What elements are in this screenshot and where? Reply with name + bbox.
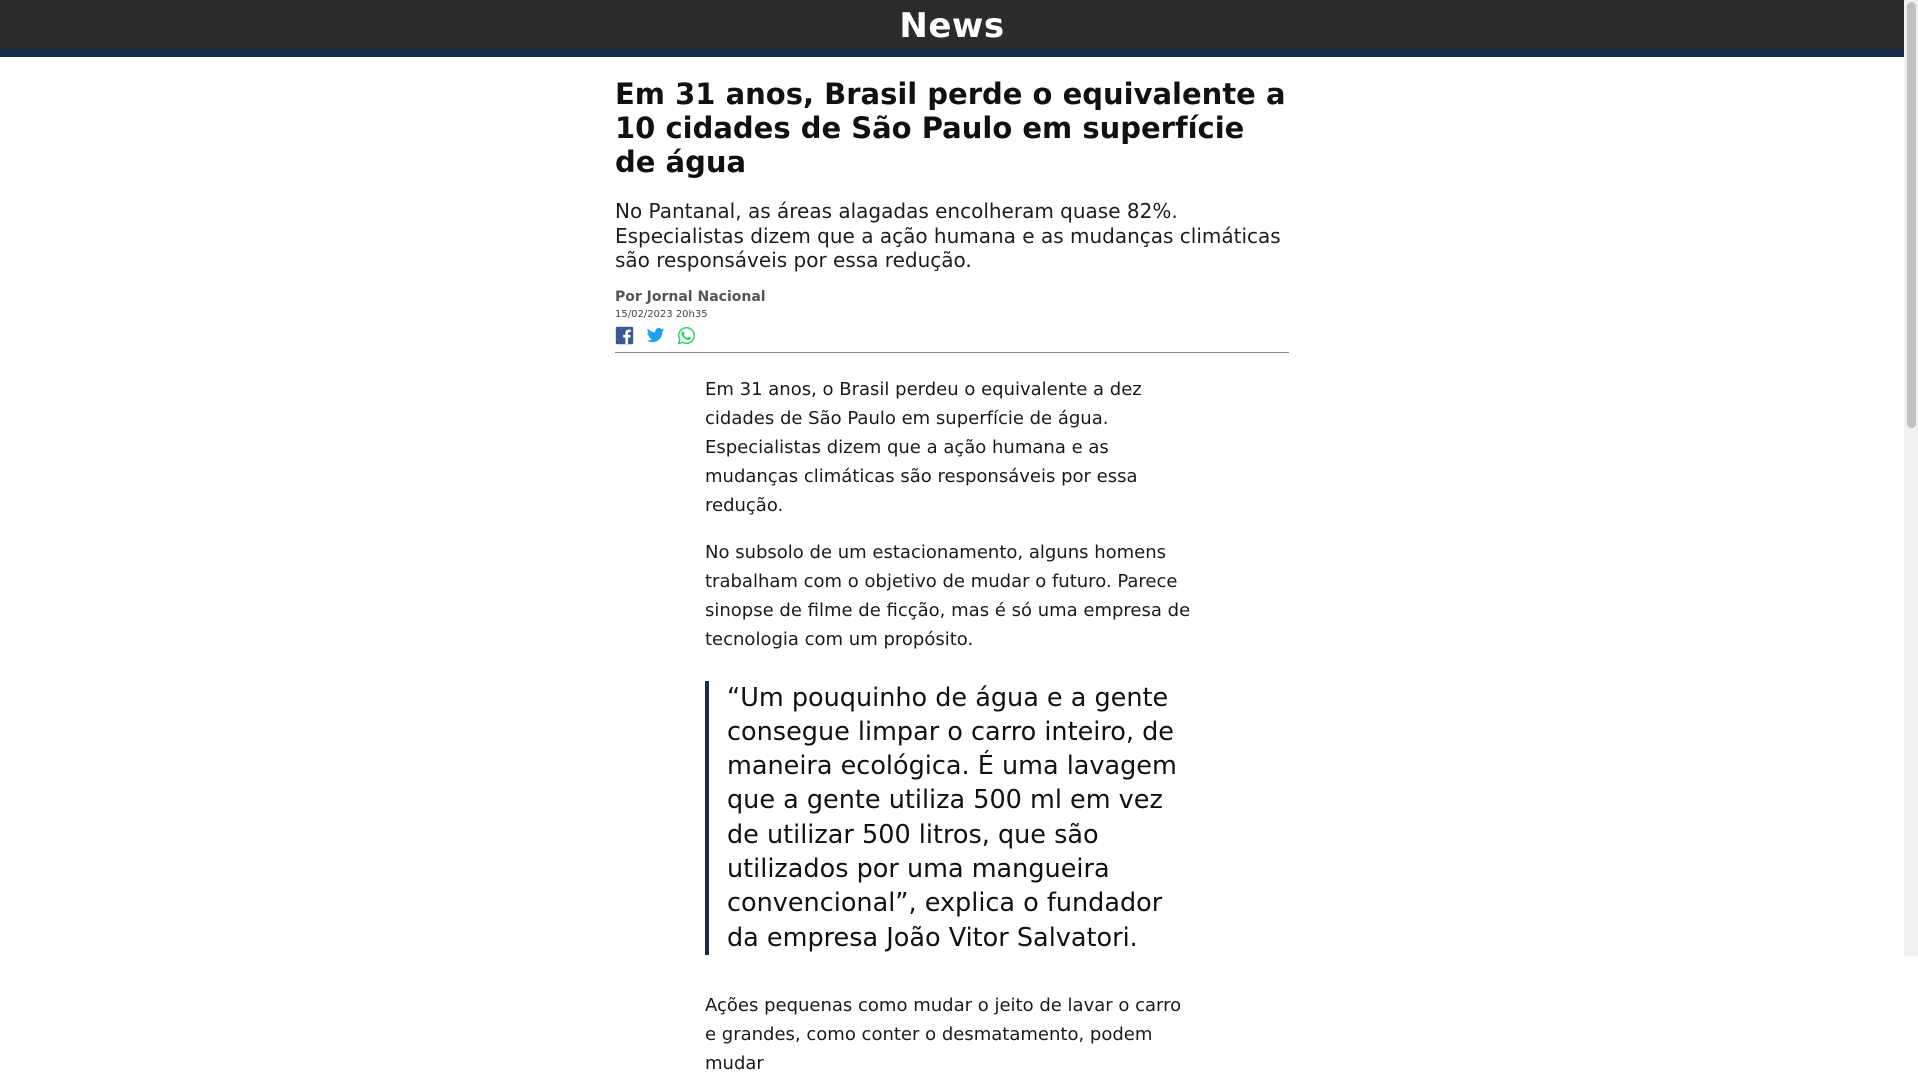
share-bar: [615, 326, 1289, 346]
site-header: [0, 0, 1904, 57]
pull-quote: “Um pouquinho de água e a gente consegue limpar o carro inteiro, de maneira ecológica. É uma lavagem que a gente utiliza 500 ml em vez de utilizar 500 litros, que são utilizados por uma mangueira convencional”, explica o fundador da empresa João Vitor Salvatori.: [705, 681, 1195, 955]
twitter-icon[interactable]: [646, 326, 665, 345]
article-subtitle: No Pantanal, as áreas alagadas encolheram quase 82%. Especialistas dizem que a ação humana e as mudanças climáticas são responsáveis por essa redução.: [615, 199, 1281, 272]
article-headline: Em 31 anos, Brasil perde o equivalente a 10 cidades de São Paulo em superfície de água: [615, 77, 1286, 179]
article-byline: Por Jornal Nacional: [615, 288, 766, 305]
article-date: 15/02/2023 20h35: [615, 308, 708, 320]
vertical-scrollbar[interactable]: [1904, 0, 1918, 956]
article-paragraph: No subsolo de um estacionamento, alguns homens trabalham com o objetivo de mudar o futuro. Parece sinopse de filme de ficção, mas é só uma empresa de tecnologia com um propósito.: [705, 541, 1191, 650]
scrollbar-thumb[interactable]: [1907, 2, 1916, 428]
article-body: [705, 353, 1195, 1078]
facebook-icon[interactable]: [615, 326, 634, 345]
site-logo[interactable]: News: [899, 5, 1005, 46]
whatsapp-icon[interactable]: [677, 326, 696, 345]
article-paragraph: Ações pequenas como mudar o jeito de lavar o carro e grandes, como conter o desmatamento, podem mudar: [705, 994, 1182, 1074]
article-header: [615, 57, 1289, 353]
article-paragraph: Em 31 anos, o Brasil perdeu o equivalente a dez cidades de São Paulo em superfície de água. Especialistas dizem que a ação humana e as mudanças climáticas são responsáveis por essa redução.: [705, 378, 1142, 516]
